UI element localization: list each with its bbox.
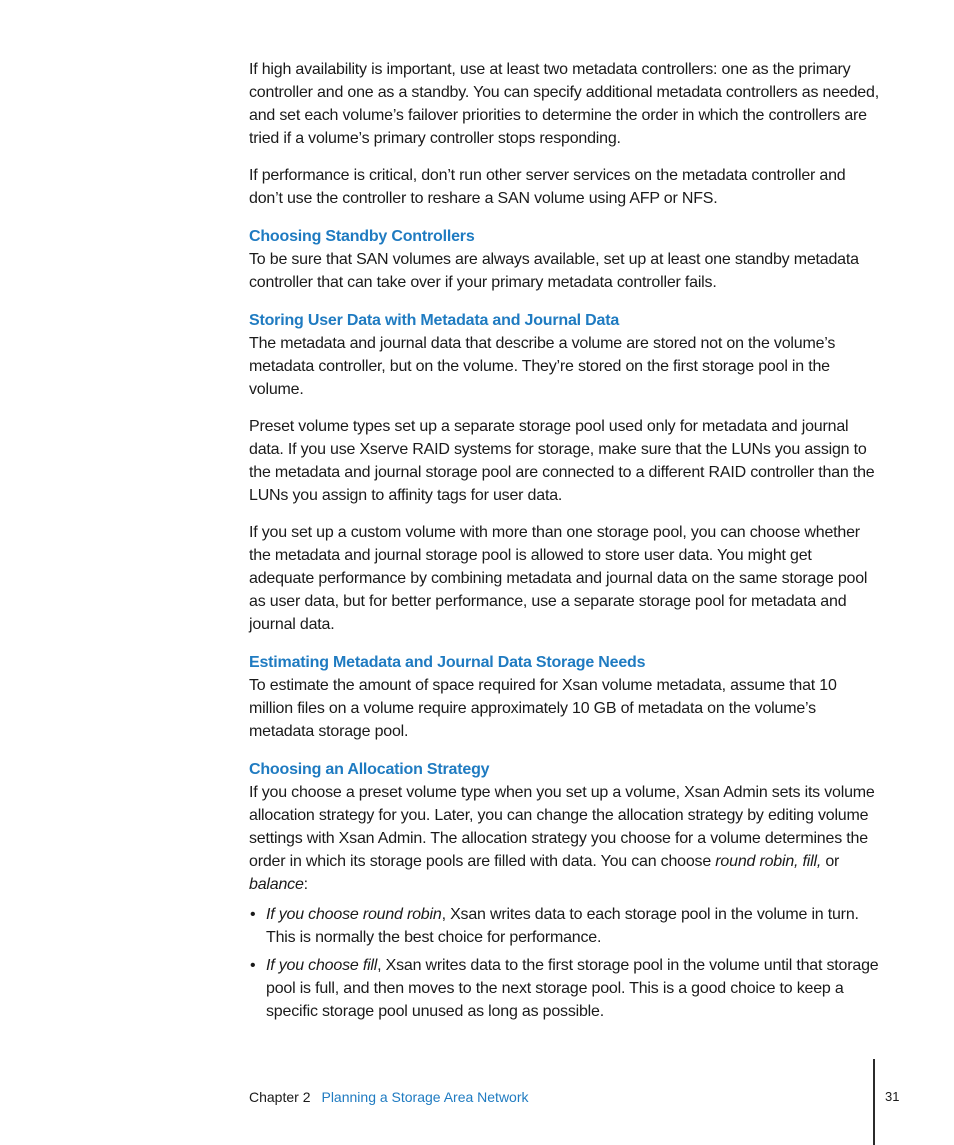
bullet-list	[249, 903, 879, 1023]
paragraph-text: or	[821, 853, 840, 870]
footer-divider	[873, 1059, 875, 1145]
section-heading: Estimating Metadata and Journal Data Storage Needs	[249, 654, 646, 671]
section-paragraph: Preset volume types set up a separate storage pool used only for metadata and journal data. If you use Xserve RAID systems for storage, make sure that the LUNs you assign to the metadata and journal storage pool are connected to a different RAID controller than the LUNs you assign to affinity tags for user data.	[249, 418, 875, 504]
page-content	[249, 58, 879, 1028]
bullet-item	[249, 954, 879, 1023]
section-paragraph: To be sure that SAN volumes are always available, set up at least one standby metadata controller that can take over if your primary metadata controller fails.	[249, 251, 859, 291]
section-estimating-storage	[249, 651, 879, 743]
paragraph-text: If you choose a preset volume type when you set up a volume, Xsan Admin sets its volume allocation strategy for you. Later, you can change the allocation strategy by editing volume settings with Xsan Admin. The allocation strategy you choose for a volume determines the order in which its storage pools are filled with data. You can choose	[249, 784, 875, 870]
section-paragraph	[249, 781, 879, 896]
page-number: 31	[885, 1089, 900, 1104]
page-footer	[249, 1088, 529, 1106]
footer-chapter: Chapter 2	[249, 1089, 311, 1105]
bullet-marker: •	[250, 906, 256, 923]
section-storing-user-data	[249, 309, 879, 636]
emphasis-text: balance	[249, 876, 304, 893]
bullet-text: , Xsan writes data to the first storage pool in the volume until that storage pool is full, and then moves to the next storage pool. This is a good choice to keep a specific storage pool unused as long as possible.	[266, 957, 879, 1020]
bullet-item	[249, 903, 879, 949]
section-standby-controllers	[249, 225, 879, 294]
section-heading: Choosing Standby Controllers	[249, 228, 475, 245]
section-paragraph: If you set up a custom volume with more than one storage pool, you can choose whether the metadata and journal storage pool is allowed to store user data. You might get adequate performance by combining metadata and journal data on the same storage pool as user data, but for better performance, use a separate storage pool for metadata and journal data.	[249, 524, 868, 633]
footer-chapter-title[interactable]: Planning a Storage Area Network	[321, 1089, 529, 1105]
section-paragraph: The metadata and journal data that describe a volume are stored not on the volume’s metadata controller, but on the volume. They’re stored on the first storage pool in the volume.	[249, 335, 836, 398]
bullet-marker: •	[250, 957, 256, 974]
section-heading: Choosing an Allocation Strategy	[249, 761, 490, 778]
emphasis-text: round robin, fill,	[715, 853, 822, 870]
section-heading: Storing User Data with Metadata and Journal Data	[249, 312, 620, 329]
section-allocation-strategy	[249, 758, 879, 1023]
section-paragraph: To estimate the amount of space required for Xsan volume metadata, assume that 10 million files on a volume require approximately 10 GB of metadata on the volume’s metadata storage pool.	[249, 677, 837, 740]
paragraph-text: :	[303, 876, 308, 893]
intro-paragraph-1: If high availability is important, use at least two metadata controllers: one as the primary controller and one as a standby. You can specify additional metadata controllers as needed, and set each volume’s failover priorities to determine the order in which the controllers are tried if a volume’s primary controller stops responding.	[249, 61, 879, 147]
bullet-lead: If you choose round robin	[266, 906, 442, 923]
bullet-text: , Xsan writes data to each storage pool in the volume in turn. This is normally the best choice for performance.	[266, 906, 859, 946]
intro-paragraph-2: If performance is critical, don’t run other server services on the metadata controller and don’t use the controller to reshare a SAN volume using AFP or NFS.	[249, 167, 846, 207]
bullet-lead: If you choose fill	[266, 957, 378, 974]
